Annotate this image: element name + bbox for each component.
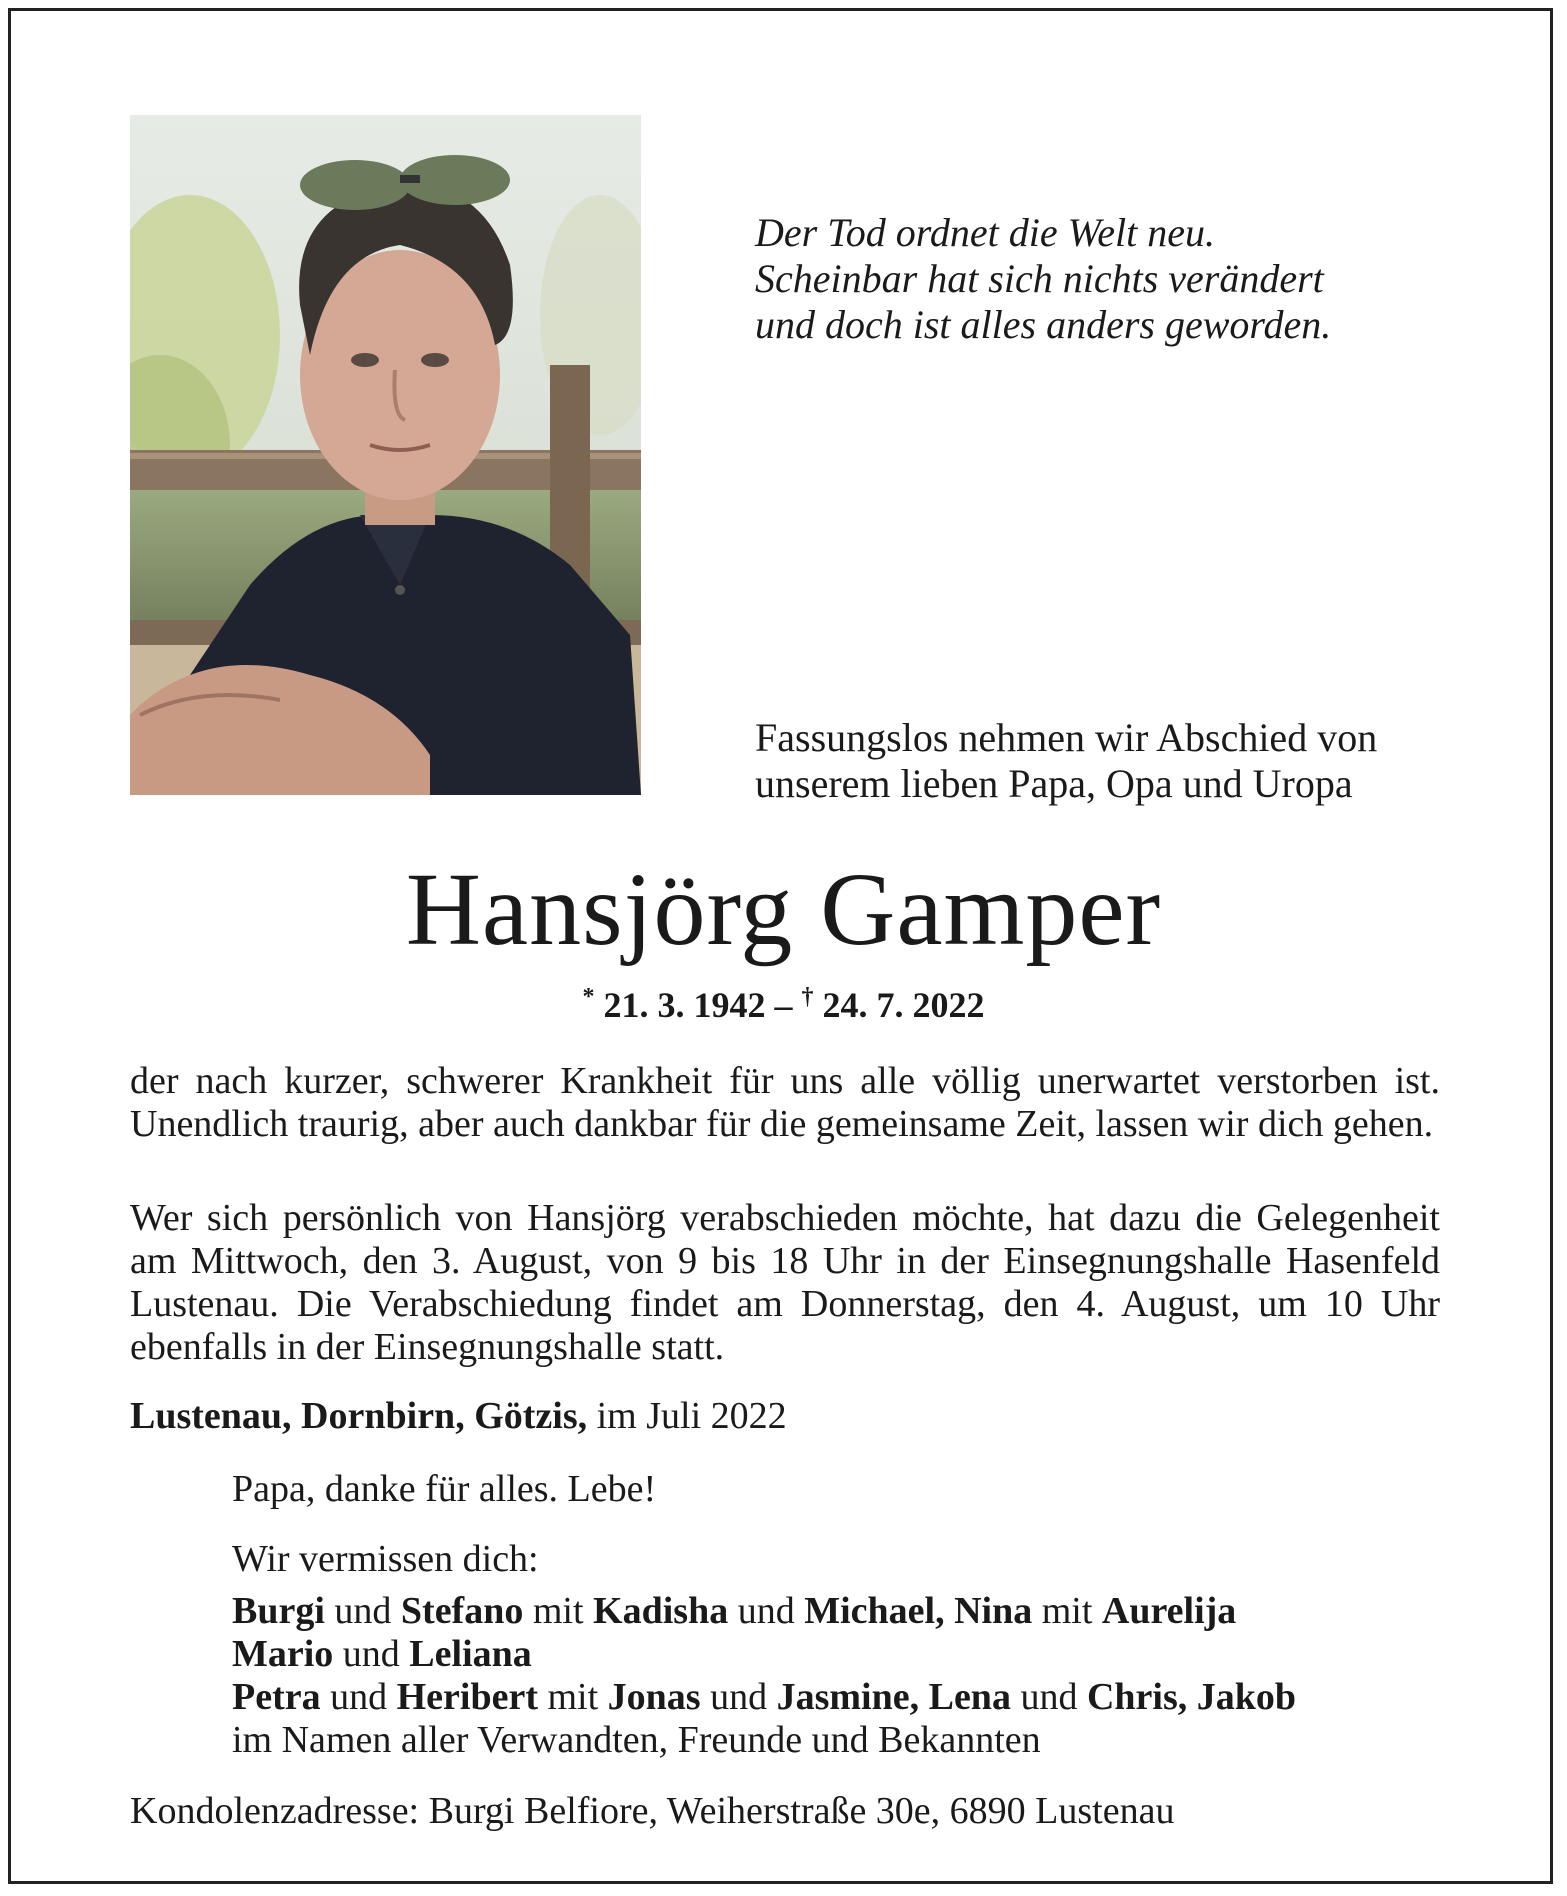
connector: und [324,1590,401,1632]
family-name: Michael, Nina [804,1590,1033,1632]
family-name: Burgi [232,1590,325,1632]
connector: mit [523,1590,594,1632]
family-name: Mario [232,1633,334,1675]
connector: und [320,1676,397,1718]
connector: und [700,1676,777,1718]
family-name: Leliana [409,1633,532,1675]
family-name: Jasmine, Lena [776,1676,1011,1718]
quote-line: und doch ist alles anders geworden. [755,302,1332,347]
death-symbol: † [801,984,814,1010]
family-name: Chris, Jakob [1086,1676,1297,1718]
farewell-line: unserem lieben Papa, Opa und Uropa [755,761,1353,806]
place-date-line [130,1395,787,1438]
connector: und [333,1633,410,1675]
miss-heading: Wir vermissen dich: [232,1538,539,1580]
family-name: Jonas [607,1676,701,1718]
life-dates [0,975,1567,1027]
family-name: Petra [232,1676,321,1718]
place-names: Lustenau, Dornbirn, Götzis, [130,1395,588,1437]
farewell-intro [755,715,1495,807]
connector: und [728,1590,805,1632]
family-name: Aurelija [1101,1590,1237,1632]
body-paragraph-2: Wer sich persönlich von Hansjörg verabschieden möchte, hat dazu die Gelegenheit am Mittwoch, den 3. August, von 9 bis 18 Uhr in der Einsegnungshalle Hasenfeld Lustenau. Die Verabschiedung findet am Donnerstag, den 4. August, um 10 Uhr ebenfalls in der Einsegnungshalle statt. [130,1197,1440,1368]
body-paragraph-1: der nach kurzer, schwerer Krankheit für uns alle völlig unerwartet verstorben ist. Unendlich traurig, aber auch dankbar für die gemeinsame Zeit, lassen wir dich gehen. [130,1060,1440,1145]
condolence-address: Kondolenzadresse: Burgi Belfiore, Weiherstraße 30e, 6890 Lustenau [130,1790,1175,1832]
notice-date: im Juli 2022 [596,1395,787,1437]
family-name: Kadisha [593,1590,729,1632]
farewell-line: Fassungslos nehmen wir Abschied von [755,715,1378,760]
family-name: Stefano [400,1590,524,1632]
family-line [232,1590,1442,1633]
quote-line: Der Tod ordnet die Welt neu. [755,210,1215,255]
family-closing: im Namen aller Verwandten, Freunde und Bekannten [232,1719,1041,1761]
family-line [232,1633,1442,1676]
family-line [232,1676,1442,1719]
connector: mit [537,1676,608,1718]
birth-date: 21. 3. 1942 [603,985,766,1025]
thanks-line: Papa, danke für alles. Lebe! [232,1468,657,1510]
connector: mit [1032,1590,1102,1632]
deceased-name: Hansjörg Gamper [405,852,1162,967]
death-date: 24. 7. 2022 [822,985,985,1025]
family-list [232,1590,1442,1762]
quote-block [755,210,1495,348]
quote-line: Scheinbar hat sich nichts verändert [755,256,1324,301]
family-name: Heribert [396,1676,538,1718]
connector: und [1010,1676,1087,1718]
portrait-photo [130,115,641,795]
birth-symbol: * [582,984,595,1010]
date-separator: – [774,985,793,1025]
